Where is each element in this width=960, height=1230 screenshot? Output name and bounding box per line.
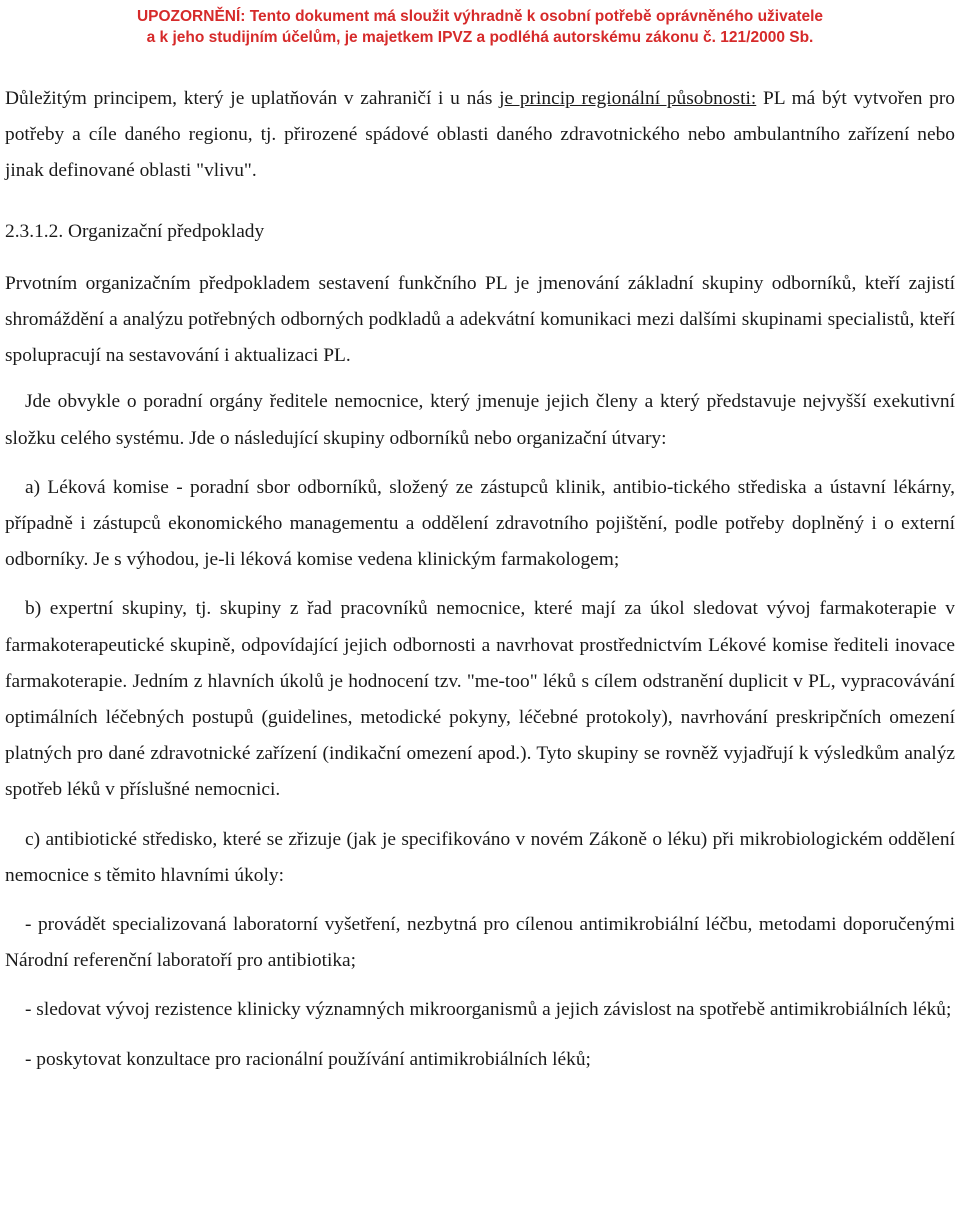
copyright-notice-line-2: a k jeho studijním účelům, je majetkem IPVZ a podléhá autorskému zákonu č. 121/2000 Sb.: [146, 29, 814, 46]
paragraph-regional-principle-start: Důležitým principem, který je uplatňován v zahraničí i u nás: [5, 88, 500, 109]
paragraph-regional-principle-end: PL má být vytvořen pro potřeby a cíle daného regionu, tj. přirozené spádové oblasti daného zdravotnického nebo ambulantního zařízení nebo jinak definované oblasti "vlivu".: [5, 88, 955, 182]
list-item-laboratory-tests: - provádět specializovaná laboratorní vyšetření, nezbytná pro cílenou antimikrobiální léčbu, metodami doporučenými Národní referenční laboratoří pro antibiotika;: [5, 914, 955, 972]
paragraph-advisory-bodies: Jde obvykle o poradní orgány ředitele nemocnice, který jmenuje jejich členy a který představuje nejvyšší exekutivní složku celého systému. Jde o následující skupiny odborníků nebo organizační útvary:: [5, 391, 955, 449]
paragraph-expert-groups: b) expertní skupiny, tj. skupiny z řad pracovníků nemocnice, které mají za úkol sledovat vývoj farmakoterapie v farmakoterapeutické skupině, odpovídající jejich odbornosti a navrhovat prostřednictvím Lékové komise řediteli inovace farmakoterapie. Jedním z hlavních úkolů je hodnocení tzv. "me-too" léků s cílem odstranění duplicit v PL, vypracovávání optimálních léčebných postupů (guidelines, metodické pokyny, léčebné protokoly), navrhování preskripčních omezení platných pro dané zdravotnické zařízení (indikační omezení apod.). Tyto skupiny se rovněž vyjadřují k výsledkům analýz spotřeb léků v příslušné nemocnici.: [5, 598, 955, 801]
paragraph-regional-principle: [5, 81, 955, 190]
list-item-resistance-monitoring: - sledovat vývoj rezistence klinicky významných mikroorganismů a jejich závislost na spotřebě antimikrobiálních léků;: [25, 999, 952, 1021]
copyright-notice: [0, 6, 960, 48]
copyright-notice-line-1: UPOZORNĚNÍ: Tento dokument má sloužit výhradně k osobní potřebě oprávněného uživatele: [136, 8, 824, 25]
paragraph-drug-committee: a) Léková komise - poradní sbor odborníků, složený ze zástupců klinik, antibio-tického střediska a ústavní lékárny, případně i zástupců ekonomického managementu a oddělení zdravotního pojištění, podle potřeby doplněný i o externí odborníky. Je s výhodou, je-li léková komise vedena klinickým farmakologem;: [5, 476, 955, 571]
list-item-consultations: - poskytovat konzultace pro racionální používání antimikrobiálních léků;: [25, 1048, 591, 1070]
regional-principle-underlined: je princip regionální působnosti:: [499, 88, 757, 109]
paragraph-organizational-prerequisite: Prvotním organizačním předpokladem sestavení funkčního PL je jmenování základní skupiny odborníků, kteří zajistí shromáždění a analýzu potřebných odborných podkladů a adekvátní komunikaci mezi dalšími skupinami specialistů, kteří spolupracují na sestavování i aktualizaci PL.: [5, 272, 955, 367]
paragraph-antibiotic-centre: c) antibiotické středisko, které se zřizuje (jak je specifikováno v novém Zákoně o léku) při mikrobiologickém oddělení nemocnice s těmito hlavními úkoly:: [5, 828, 955, 886]
document-body: [5, 81, 955, 1078]
section-heading: 2.3.1.2. Organizační předpoklady: [5, 220, 265, 242]
